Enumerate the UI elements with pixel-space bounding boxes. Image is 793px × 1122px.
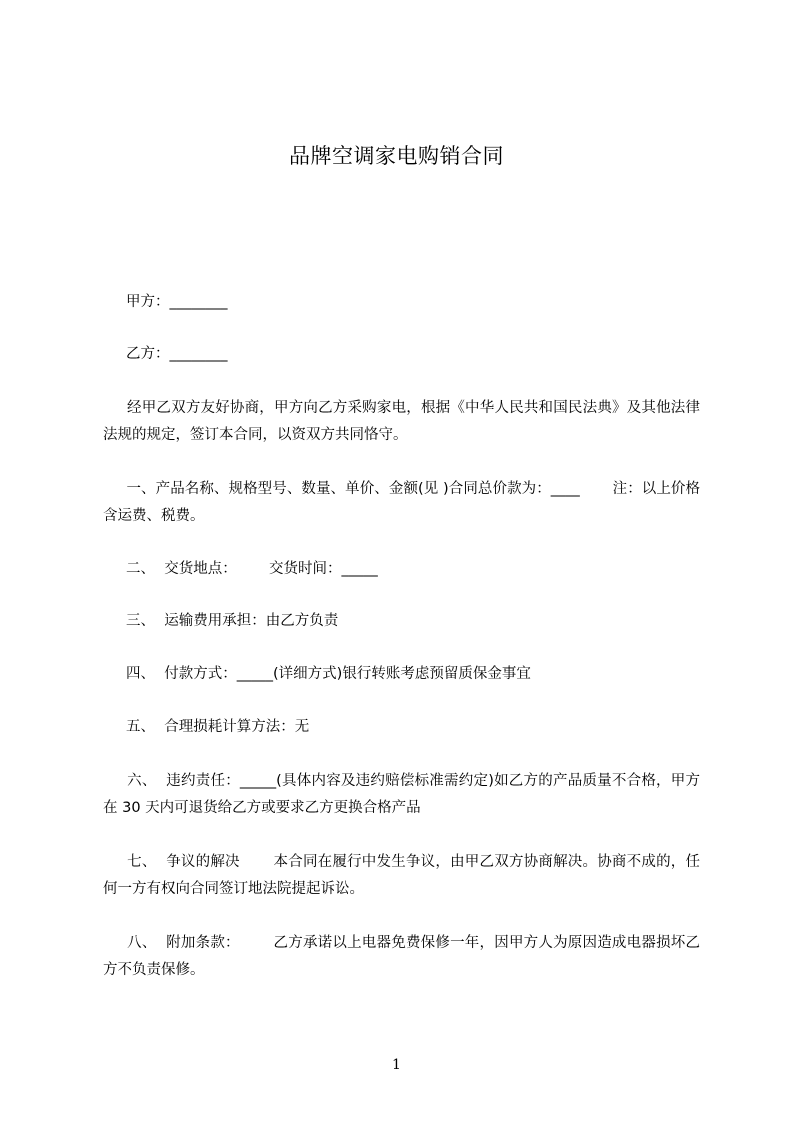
page-title: 品牌空调家电购销合同: [289, 144, 504, 168]
page-number: 1: [392, 1057, 401, 1073]
clause-8-additional: 八、 附加条款： 乙方承诺以上电器免费保修一年，因甲方人为原因造成电器损坏乙方不负责保修。: [103, 935, 701, 978]
party-b-line: 乙方：________: [103, 346, 228, 362]
clause-4-payment: 四、 付款方式：_____(详细方式)银行转账考虑预留质保金事宜: [103, 666, 531, 682]
clause-3-transport: 三、 运输费用承担：由乙方负责: [103, 613, 339, 629]
party-a-line: 甲方：________: [103, 294, 228, 310]
clause-6-liability: 六、 违约责任：_____(具体内容及违约赔偿标准需约定)如乙方的产品质量不合格，甲方在 30 天内可退货给乙方或要求乙方更换合格产品: [103, 773, 700, 816]
preamble-paragraph: 经甲乙双方友好协商，甲方向乙方采购家电，根据《中华人民共和国民法典》及其他法律法规的规定，签订本合同，以资双方共同恪守。: [103, 400, 700, 443]
clause-2-delivery: 二、 交货地点： 交货时间：_____: [103, 561, 378, 577]
clause-5-loss: 五、 合理损耗计算方法：无: [103, 719, 310, 735]
clause-7-dispute: 七、 争议的解决 本合同在履行中发生争议，由甲乙双方协商解决。协商不成的，任何一方有权向合同签订地法院提起诉讼。: [103, 854, 701, 897]
clause-1-product: 一、产品名称、规格型号、数量、单价、金额(见 )合同总价款为：____ 注：以上价格含运费、税费。: [103, 481, 701, 524]
